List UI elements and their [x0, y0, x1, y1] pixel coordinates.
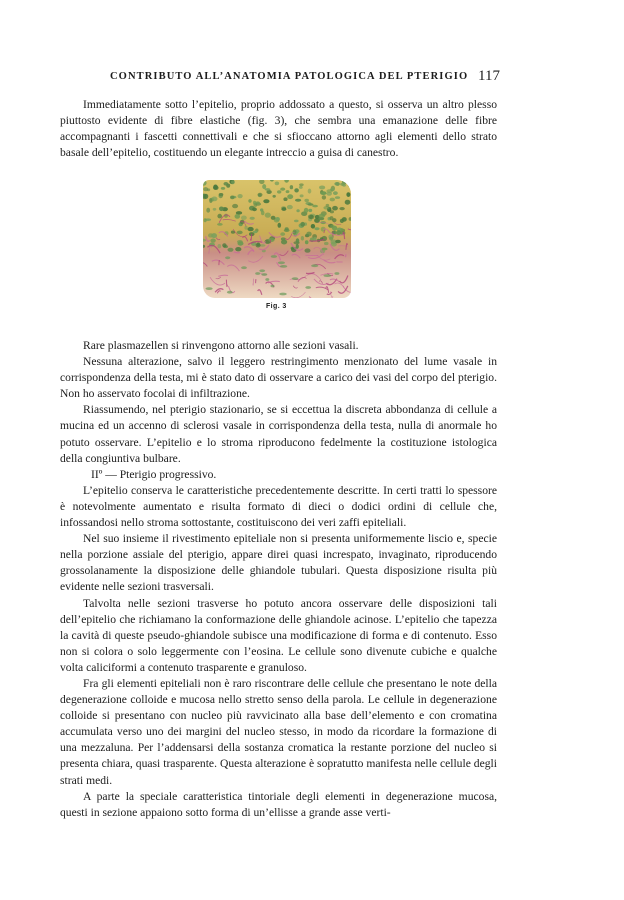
cell-nucleus	[311, 224, 315, 229]
cell-nucleus	[326, 189, 332, 193]
cell-nucleus	[300, 194, 304, 197]
cell-nucleus	[250, 217, 255, 220]
cell-nucleus	[339, 207, 344, 210]
cell-nucleus	[293, 230, 297, 235]
cell-nucleus	[305, 248, 311, 252]
stroma-nucleus	[261, 273, 267, 276]
cell-nucleus	[322, 195, 326, 199]
cell-nucleus	[308, 215, 313, 219]
cell-nucleus	[235, 247, 241, 251]
stroma-nucleus	[225, 256, 230, 259]
cell-nucleus	[238, 194, 243, 198]
stroma-nucleus	[259, 269, 265, 272]
cell-nucleus	[333, 191, 338, 195]
cell-nucleus	[324, 242, 329, 245]
cell-nucleus	[332, 206, 338, 211]
paragraph: Rare plasmazellen si rinvengono attorno alle sezioni vasali.	[83, 339, 359, 352]
cell-nucleus	[275, 182, 280, 186]
cell-nucleus	[248, 199, 251, 203]
cell-nucleus	[238, 241, 244, 245]
cell-nucleus	[224, 182, 229, 186]
running-title: CONTRIBUTO ALL’ANATOMIA PATOLOGICA DEL PTERIGIO	[110, 71, 469, 82]
cell-nucleus	[268, 238, 274, 242]
running-header	[88, 68, 500, 88]
cell-nucleus	[299, 186, 303, 189]
cell-nucleus	[278, 223, 282, 228]
stroma-nucleus	[255, 272, 260, 275]
paragraph: Talvolta nelle sezioni trasverse ho potuto ancora osservare delle disposizioni tali dell’epitelio che richiamano la conformazione delle ghiandole acinose. L’epitelio che tapezza la cavità di queste pseudo-ghiandole subisce una modificazione di forma e di contenuto. Esso non si colora o solo leggermente con l’eosina. Le cellule sono divenute cubiche e qualche volta caliciformi a contenuto trasparente e granuloso.	[60, 596, 497, 674]
tissue-background	[203, 180, 351, 298]
cell-nucleus	[231, 180, 235, 184]
cell-nucleus	[217, 214, 222, 219]
cell-nucleus	[308, 203, 314, 206]
cell-nucleus	[222, 243, 226, 247]
cell-nucleus	[241, 216, 247, 220]
cell-nucleus	[314, 227, 319, 230]
cell-nucleus	[295, 199, 301, 202]
stroma-nucleus	[278, 261, 285, 264]
cell-nucleus	[206, 208, 210, 213]
paragraph: Nessuna alterazione, salvo il leggero restringimento menzionato del lume vasale in corrispondenza della testa, mi è stato dato di osservare a carico dei vasi del corpo del pterigio. Non ho asservato focolai di infiltrazione.	[60, 355, 497, 401]
cell-nucleus	[237, 231, 243, 235]
cell-nucleus	[305, 240, 309, 244]
cell-nucleus	[312, 205, 318, 208]
stroma-nucleus	[323, 274, 331, 277]
cell-nucleus	[299, 183, 304, 186]
cell-nucleus	[283, 197, 287, 201]
cell-nucleus	[296, 238, 300, 243]
cell-nucleus	[256, 243, 261, 247]
stroma-nucleus	[241, 266, 247, 269]
figure-caption: Fig. 3	[266, 303, 287, 310]
histology-illustration	[203, 180, 351, 298]
cell-nucleus	[248, 227, 254, 231]
body-text-top	[60, 97, 497, 161]
cell-nucleus	[319, 186, 325, 190]
cell-nucleus	[265, 188, 271, 191]
section-heading: IIº — Pterigio progressivo.	[91, 467, 217, 481]
cell-nucleus	[304, 199, 309, 202]
cell-nucleus	[275, 217, 280, 221]
elastic-fiber	[219, 260, 220, 265]
cell-nucleus	[218, 244, 222, 248]
stroma-nucleus	[305, 286, 311, 289]
cell-nucleus	[203, 187, 208, 191]
cell-nucleus	[211, 233, 217, 238]
cell-nucleus	[210, 239, 215, 243]
cell-nucleus	[253, 201, 256, 205]
cell-nucleus	[308, 209, 312, 212]
cell-nucleus	[204, 194, 209, 199]
stroma-nucleus	[227, 291, 233, 294]
cell-nucleus	[209, 198, 212, 203]
cell-nucleus	[326, 204, 330, 207]
cell-nucleus	[300, 222, 305, 227]
stroma-nucleus	[265, 278, 269, 281]
cell-nucleus	[281, 240, 287, 245]
cell-nucleus	[330, 198, 335, 202]
cell-nucleus	[219, 207, 224, 212]
cell-nucleus	[334, 182, 339, 186]
stroma-nucleus	[271, 285, 275, 288]
cell-nucleus	[213, 208, 217, 211]
cell-nucleus	[262, 184, 266, 189]
cell-nucleus	[230, 196, 235, 200]
cell-nucleus	[219, 194, 223, 198]
cell-nucleus	[330, 216, 334, 220]
cell-nucleus	[252, 207, 257, 211]
cell-nucleus	[228, 248, 234, 252]
cell-nucleus	[277, 190, 281, 193]
cell-nucleus	[294, 220, 299, 223]
cell-nucleus	[213, 185, 218, 190]
cell-nucleus	[280, 188, 285, 191]
cell-nucleus	[335, 196, 340, 199]
cell-nucleus	[342, 180, 346, 185]
stroma-nucleus	[311, 264, 318, 267]
stroma-nucleus	[280, 265, 287, 268]
page-number: 117	[478, 68, 500, 84]
cell-nucleus	[273, 195, 276, 198]
cell-nucleus	[348, 181, 351, 184]
stroma-nucleus	[206, 287, 213, 290]
cell-nucleus	[284, 229, 290, 232]
cell-nucleus	[263, 199, 269, 203]
cell-nucleus	[345, 200, 351, 205]
paragraph: Fra gli elementi epiteliali non è raro riscontrare delle cellule che presentano le note della degenerazione colloide e mucosa nello stretto senso della parola. Le cellule in degenerazione colloide si presentano con nucleo più ravvicinato alla base dell’elemento e con cromatina accumulata verso uno dei margini del nucleo stesso, in modo da ricordare la formazione di una mezzaluna. Per l’addensarsi della sostanza cromatica la restante porzione del nucleo si presenta chiara, quasi trasparente. Questa alterazione è sopratutto manifesta nelle cellule degli strati medi.	[60, 676, 497, 787]
stroma-nucleus	[271, 255, 277, 258]
paragraph: Nel suo insieme il rivestimento epiteliale non si presenta uniformemente liscio e, specie nella porzione assiale del pterigio, appare direi quasi increspato, invaginato, riproducendo grossolanamente la disposizione delle ghiandole tubulari. Questa disposizione risulta più evidente nelle sezioni trasversali.	[60, 532, 497, 594]
cell-nucleus	[320, 191, 326, 195]
cell-nucleus	[290, 185, 293, 189]
cell-nucleus	[296, 209, 299, 212]
cell-nucleus	[301, 236, 304, 241]
paragraph: Riassumendo, nel pterigio stazionario, se si eccettua la discreta abbondanza di cellule a mucina ed un accenno di sclerosi vasale in corrispondenza della testa, nulla di anormale ho potuto osservare. L’epitelio e lo stroma riproducono fedelmente la costituzione istologica della congiuntiva bulbare.	[60, 403, 497, 465]
stroma-nucleus	[334, 272, 339, 275]
cell-nucleus	[232, 204, 238, 208]
cell-nucleus	[332, 226, 337, 231]
cell-nucleus	[286, 190, 290, 193]
cell-nucleus	[330, 210, 334, 213]
cell-nucleus	[281, 207, 286, 211]
body-text-bottom	[60, 338, 497, 821]
cell-nucleus	[217, 223, 223, 226]
cell-nucleus	[271, 216, 276, 220]
paragraph: A parte la speciale caratteristica tintoriale degli elementi in degenerazione mucosa, questi in sezione appaiono sotto forma di un’ellisse a grande asse verti-	[60, 789, 497, 819]
histology-figure	[203, 180, 351, 298]
cell-nucleus	[261, 211, 265, 216]
cell-nucleus	[336, 230, 341, 235]
cell-nucleus	[235, 214, 241, 219]
cell-nucleus	[287, 205, 293, 209]
paragraph: Immediatamente sotto l’epitelio, proprio addossato a questo, si osserva un altro plesso piuttosto evidente di fibre elastiche (fig. 3), che sembra una emanazione delle fibre accompagnanti i fascetti connettivali e che si sfioccano attorno agli elementi dello strato basale dell’epitelio, costituendo un elegante intreccio a guisa di canestro.	[60, 98, 497, 160]
cell-nucleus	[318, 217, 324, 220]
cell-nucleus	[253, 231, 258, 234]
cell-nucleus	[280, 232, 285, 236]
cell-nucleus	[329, 237, 333, 241]
cell-nucleus	[258, 193, 263, 197]
cell-nucleus	[204, 218, 207, 222]
cell-nucleus	[221, 187, 225, 190]
cell-nucleus	[287, 194, 293, 199]
cell-nucleus	[304, 208, 309, 213]
cell-nucleus	[335, 240, 341, 243]
stroma-nucleus	[279, 293, 287, 296]
cell-nucleus	[244, 226, 247, 230]
cell-nucleus	[308, 189, 312, 194]
cell-nucleus	[294, 188, 299, 192]
elastic-fiber	[345, 254, 346, 256]
cell-nucleus	[265, 213, 271, 218]
cell-nucleus	[346, 192, 350, 197]
cell-nucleus	[340, 219, 344, 223]
cell-nucleus	[306, 232, 311, 237]
paragraph: L’epitelio conserva le caratteristiche precedentemente descritte. In certi tratti lo spessore è notevolmente aumentato e risulta formato di dieci o dodici ordini di cellule che, infossandosi nello stroma sottostante, costituiscono dei veri zaffi epiteliali.	[60, 483, 497, 530]
stroma-nucleus	[292, 277, 299, 280]
